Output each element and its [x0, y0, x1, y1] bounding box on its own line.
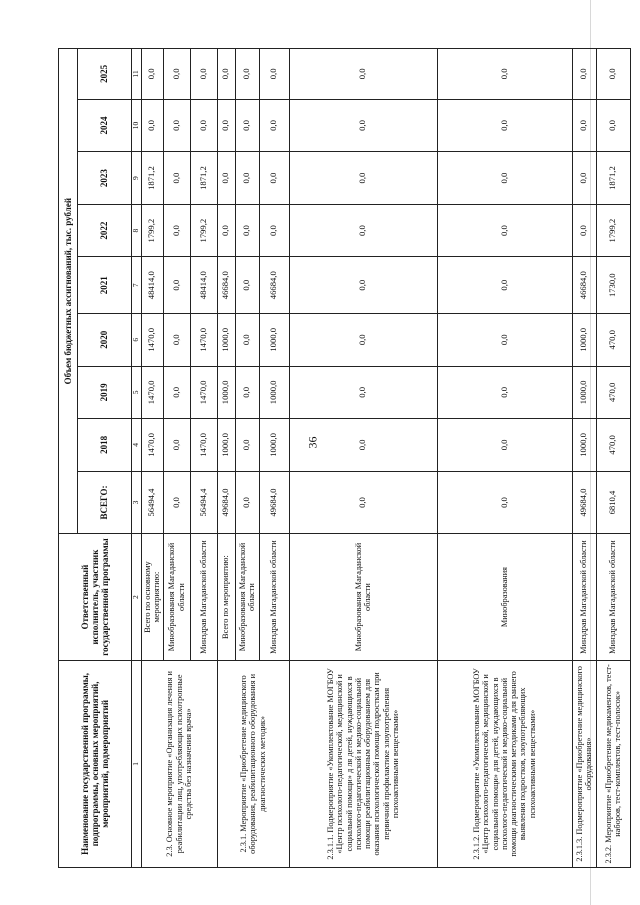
year-value: 1871,2: [190, 152, 217, 205]
table-body: [142, 49, 631, 868]
column-index: 9: [132, 152, 142, 205]
total-value: 6810,4: [596, 471, 630, 534]
total-value: 56494,4: [190, 471, 217, 534]
activity-name: 2.3.2. Мероприятие «Приобретение медикаментов, тест-наборов, тест-комплектов, тест-полосок»: [596, 660, 630, 867]
year-value: 0,0: [437, 314, 572, 367]
column-index: 7: [132, 257, 142, 314]
year-value: 0,0: [289, 49, 437, 100]
budget-header: Объем бюджетных ассигнований, тыс. рублей: [59, 49, 78, 534]
year-value: 0,0: [235, 49, 259, 100]
column-index: 5: [132, 366, 142, 419]
responsible-column-header: Ответственный исполнитель, участник государственной программы: [59, 534, 132, 660]
year-value: 0,0: [289, 99, 437, 152]
year-value: 0,0: [289, 204, 437, 257]
rotated-table-container: [58, 48, 623, 868]
year-value: 0,0: [142, 99, 164, 152]
year-header: 2022: [78, 204, 132, 257]
year-header: 2024: [78, 99, 132, 152]
year-value: 0,0: [163, 204, 190, 257]
column-index: 10: [132, 99, 142, 152]
total-value: 0,0: [437, 471, 572, 534]
activity-name: 2.3.1.3. Подмероприятие «Приобретение медицинского оборудования»: [572, 660, 596, 867]
year-value: 0,0: [163, 152, 190, 205]
page-number: 36: [305, 436, 320, 449]
total-value: 56494,4: [142, 471, 164, 534]
year-value: 1871,2: [142, 152, 164, 205]
year-value: 0,0: [163, 257, 190, 314]
year-value: 0,0: [437, 204, 572, 257]
year-value: 0,0: [259, 152, 289, 205]
total-value: 49684,0: [217, 471, 235, 534]
year-value: 0,0: [259, 99, 289, 152]
year-value: 1799,2: [142, 204, 164, 257]
table-row: [217, 49, 235, 868]
responsible-executor: Минздрав Магаданской области: [572, 534, 596, 660]
year-value: 1000,0: [217, 314, 235, 367]
year-value: 1000,0: [217, 419, 235, 472]
table-row: [437, 49, 572, 868]
year-value: 0,0: [163, 99, 190, 152]
year-value: 0,0: [437, 99, 572, 152]
year-value: 1470,0: [190, 314, 217, 367]
year-value: 46684,0: [572, 257, 596, 314]
name-column-header: Наименование государственной программы, подпрограммы, основных мероприятий, мероприятий, подмероприятий: [59, 660, 132, 867]
column-index: 2: [132, 534, 142, 660]
year-value: 0,0: [289, 257, 437, 314]
column-index: 6: [132, 314, 142, 367]
year-value: 0,0: [289, 366, 437, 419]
year-header: 2020: [78, 314, 132, 367]
year-value: 0,0: [235, 204, 259, 257]
header-row-1: [59, 49, 78, 868]
responsible-executor: Минобразования: [437, 534, 572, 660]
year-value: 0,0: [217, 152, 235, 205]
year-value: 1730,0: [596, 257, 630, 314]
year-value: 1000,0: [259, 419, 289, 472]
year-value: 0,0: [235, 152, 259, 205]
year-value: 1470,0: [142, 314, 164, 367]
year-value: 0,0: [190, 49, 217, 100]
year-value: 0,0: [163, 314, 190, 367]
year-value: 0,0: [163, 419, 190, 472]
year-value: 1000,0: [259, 314, 289, 367]
year-header: 2018: [78, 419, 132, 472]
year-value: 0,0: [437, 366, 572, 419]
column-index: 3: [132, 471, 142, 534]
year-value: 470,0: [596, 366, 630, 419]
table-row: [596, 49, 630, 868]
year-value: 0,0: [437, 257, 572, 314]
year-header: ВСЕГО:: [78, 471, 132, 534]
responsible-executor: Минздрав Магаданской области: [259, 534, 289, 660]
activity-name: 2.3.1. Мероприятие «Приобретение медицинского оборудования, реабилитационного оборудования и диагностических методик»: [217, 660, 289, 867]
year-value: 0,0: [437, 152, 572, 205]
year-header: 2025: [78, 49, 132, 100]
responsible-executor: Минобразования Магаданской области: [235, 534, 259, 660]
year-value: 46684,0: [217, 257, 235, 314]
year-value: 0,0: [235, 99, 259, 152]
year-value: 1470,0: [190, 366, 217, 419]
year-value: 1799,2: [596, 204, 630, 257]
year-value: 0,0: [235, 314, 259, 367]
year-value: 470,0: [596, 419, 630, 472]
responsible-executor: Минздрав Магаданской области: [190, 534, 217, 660]
year-value: 1000,0: [572, 314, 596, 367]
activity-name: 2.3. Основное мероприятие «Организация лечения и реабилитации лиц, употребляющих психотропные средства без назначения врача»: [142, 660, 218, 867]
column-index: 11: [132, 49, 142, 100]
year-header: 2021: [78, 257, 132, 314]
year-value: 1000,0: [217, 366, 235, 419]
total-value: 0,0: [235, 471, 259, 534]
year-value: 0,0: [572, 204, 596, 257]
total-value: 49684,0: [572, 471, 596, 534]
responsible-executor: Всего по основному мероприятию:: [142, 534, 164, 660]
year-value: 470,0: [596, 314, 630, 367]
year-value: 0,0: [596, 49, 630, 100]
year-value: 0,0: [572, 49, 596, 100]
year-value: 1799,2: [190, 204, 217, 257]
year-value: 0,0: [235, 366, 259, 419]
year-value: 0,0: [289, 152, 437, 205]
year-value: 1000,0: [259, 366, 289, 419]
year-value: 0,0: [437, 49, 572, 100]
column-index: 4: [132, 419, 142, 472]
year-value: 0,0: [190, 99, 217, 152]
year-value: 0,0: [259, 204, 289, 257]
year-value: 0,0: [235, 257, 259, 314]
year-value: 1871,2: [596, 152, 630, 205]
year-value: 1470,0: [142, 419, 164, 472]
total-value: 0,0: [289, 471, 437, 534]
responsible-executor: Минобразования Магаданской области: [289, 534, 437, 660]
year-value: 0,0: [163, 49, 190, 100]
year-value: 1000,0: [572, 366, 596, 419]
year-value: 0,0: [572, 152, 596, 205]
column-index: 1: [132, 660, 142, 867]
activity-name: 2.3.1.2. Подмероприятие «Укомплектование МОГБОУ «Центр психолого-педагогической, медицинской и социальной помощи» для детей, нуждающихся в психолого-педагогической и медико-социальной помощи диагностическими методиками для раннего выявления подростков, злоупотребляющих психоактивными веществами»: [437, 660, 572, 867]
year-value: 0,0: [259, 49, 289, 100]
year-value: 0,0: [437, 419, 572, 472]
year-value: 46684,0: [259, 257, 289, 314]
year-value: 0,0: [289, 419, 437, 472]
table-row: [142, 49, 164, 868]
year-value: 1000,0: [572, 419, 596, 472]
activity-name: 2.3.1.1. Подмероприятие «Укомплектование МОГБОУ «Центр психолого-педагогической, медицинской и социальной помощи» д ля детей, нуждающихся в психолого-педагогической и медико-социальной помощи реабилитационным оборудованием для оказания психологической помощи подросткам при первичной профилактике злоупотребления психоактивными веществами»: [289, 660, 437, 867]
year-header: 2019: [78, 366, 132, 419]
total-value: 0,0: [163, 471, 190, 534]
budget-table: [58, 48, 631, 868]
column-index: 8: [132, 204, 142, 257]
year-value: 0,0: [217, 204, 235, 257]
responsible-executor: Минобразования Магаданской области: [163, 534, 190, 660]
responsible-executor: Всего по мероприятию:: [217, 534, 235, 660]
table-row: [572, 49, 596, 868]
year-value: 1470,0: [142, 366, 164, 419]
year-value: 0,0: [217, 49, 235, 100]
year-value: 0,0: [235, 419, 259, 472]
year-value: 48414,0: [190, 257, 217, 314]
year-value: 0,0: [572, 99, 596, 152]
year-value: 0,0: [289, 314, 437, 367]
year-value: 0,0: [596, 99, 630, 152]
year-value: 48414,0: [142, 257, 164, 314]
year-value: 1470,0: [190, 419, 217, 472]
index-row: [132, 49, 142, 868]
total-value: 49684,0: [259, 471, 289, 534]
year-value: 0,0: [217, 99, 235, 152]
year-value: 0,0: [142, 49, 164, 100]
year-value: 0,0: [163, 366, 190, 419]
responsible-executor: Минздрав Магаданской области: [596, 534, 630, 660]
table-row: [289, 49, 437, 868]
year-header: 2023: [78, 152, 132, 205]
